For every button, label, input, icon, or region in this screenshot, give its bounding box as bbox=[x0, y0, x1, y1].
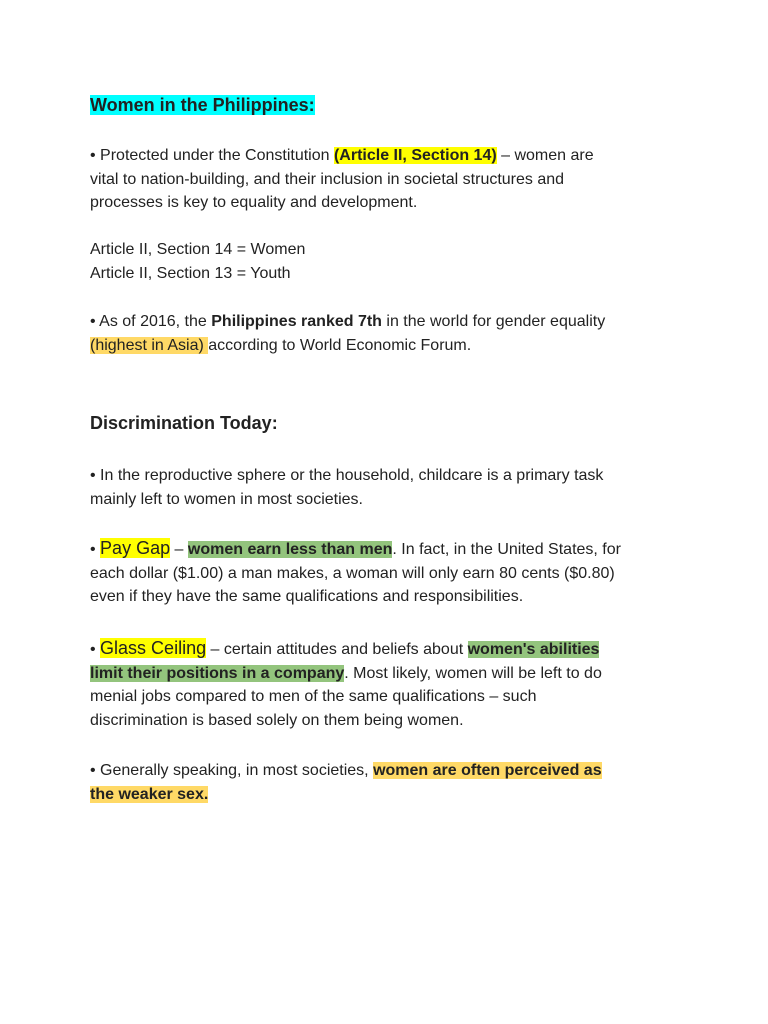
paragraph-line: • In the reproductive sphere or the household, childcare is a primary task bbox=[90, 467, 604, 484]
highlight-perceived: women are often perceived as bbox=[373, 762, 602, 779]
paragraph-line: discrimination is based solely on them being women. bbox=[90, 711, 464, 729]
text-span: – bbox=[170, 541, 188, 558]
highlight-article: (Article II, Section 14) bbox=[333, 147, 497, 164]
section-heading-discrimination bbox=[90, 411, 690, 435]
term-pay-gap: Pay Gap bbox=[100, 538, 171, 558]
article-line: Article II, Section 13 = Youth bbox=[90, 264, 291, 282]
articles-list bbox=[90, 238, 690, 285]
paragraph-line bbox=[90, 334, 690, 358]
paragraph-weaker-sex bbox=[90, 759, 690, 806]
highlight-pay-gap: women earn less than men bbox=[187, 541, 393, 558]
text-span: – women are bbox=[496, 147, 594, 164]
bullet: • bbox=[90, 541, 101, 558]
paragraph-constitution bbox=[90, 144, 690, 215]
paragraph-pay-gap bbox=[90, 537, 690, 609]
text-span: • Protected under the Constitution bbox=[90, 147, 334, 164]
term-glass-ceiling: Glass Ceiling bbox=[100, 638, 207, 658]
paragraph-line bbox=[90, 537, 690, 562]
paragraph-line: mainly left to women in most societies. bbox=[90, 490, 363, 508]
section-title-discrimination: Discrimination Today: bbox=[90, 413, 278, 433]
bullet: • bbox=[90, 641, 101, 658]
paragraph-line bbox=[90, 637, 690, 662]
highlight-asia: (highest in Asia) bbox=[90, 336, 209, 354]
section-heading-women bbox=[90, 93, 690, 117]
text-span: . In fact, in the United States, for bbox=[392, 541, 621, 558]
paragraph-line: even if they have the same qualifications and responsibilities. bbox=[90, 588, 524, 605]
text-span: in the world for gender equality bbox=[381, 313, 606, 330]
paragraph-line bbox=[90, 783, 690, 807]
text-span: • Generally speaking, in most societies, bbox=[90, 762, 374, 779]
text-span: – certain attitudes and beliefs about bbox=[206, 641, 468, 658]
highlight-abilities: women's abilities bbox=[467, 641, 600, 658]
bold-ranking: Philippines ranked 7th bbox=[211, 313, 382, 330]
paragraph-line bbox=[90, 759, 690, 783]
section-title-women: Women in the Philippines: bbox=[90, 95, 315, 115]
text-span: according to World Economic Forum. bbox=[208, 336, 472, 354]
paragraph-line bbox=[90, 310, 690, 334]
text-span: • As of 2016, the bbox=[90, 313, 212, 330]
paragraph-childcare bbox=[90, 464, 690, 511]
article-line: Article II, Section 14 = Women bbox=[90, 241, 306, 258]
paragraph-line: each dollar ($1.00) a man makes, a woman will only earn 80 cents ($0.80) bbox=[90, 564, 615, 582]
paragraph-line: menial jobs compared to men of the same qualifications – such bbox=[90, 688, 537, 705]
highlight-weaker-sex: the weaker sex. bbox=[90, 785, 209, 803]
paragraph-glass-ceiling bbox=[90, 637, 690, 732]
paragraph-line bbox=[90, 144, 690, 168]
text-span: . Most likely, women will be left to do bbox=[344, 664, 602, 682]
paragraph-line: processes is key to equality and development. bbox=[90, 194, 418, 211]
paragraph-line bbox=[90, 662, 690, 686]
highlight-positions: limit their positions in a company bbox=[90, 664, 345, 682]
paragraph-ranking bbox=[90, 310, 690, 357]
paragraph-line: vital to nation-building, and their inclusion in societal structures and bbox=[90, 170, 565, 188]
